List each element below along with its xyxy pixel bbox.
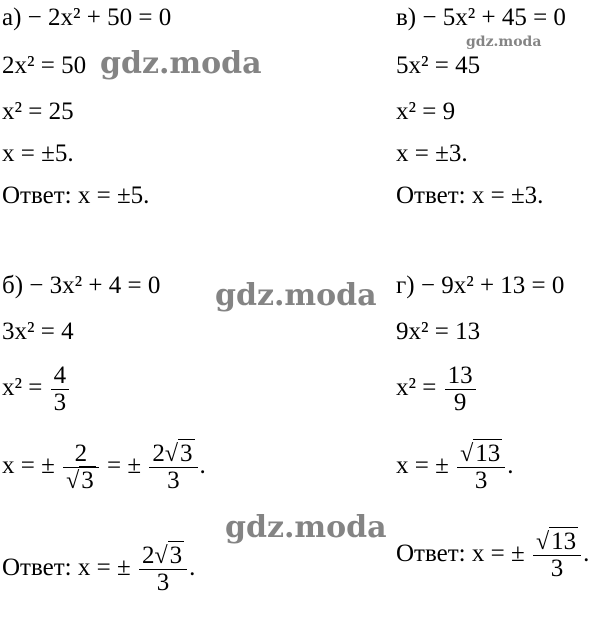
problem-b-answer-num xyxy=(139,543,187,570)
problem-g-answer-lhs: x = ± xyxy=(471,540,525,567)
problem-b-answer-lhs: x = ± xyxy=(77,554,131,581)
problem-a-step1: 2x² = 50 xyxy=(2,52,87,79)
problem-a-label: а) xyxy=(2,4,22,31)
problem-b-step2-den: 3 xyxy=(53,388,67,416)
problem-b-answer xyxy=(2,540,195,596)
problem-g-equation xyxy=(396,272,564,300)
problem-b-step3-end: . xyxy=(199,452,206,479)
problem-v-step1: 5x² = 45 xyxy=(396,52,481,79)
problem-b-step3-frac2-rad: 3 xyxy=(180,439,193,467)
problem-g-answer-num xyxy=(533,529,581,556)
problem-b-step3-frac1-num: 2 xyxy=(63,441,99,468)
problem-v-step2: x² = 9 xyxy=(396,98,456,125)
problem-a-step2: x² = 25 xyxy=(2,98,74,125)
problem-b-step3-frac1-den-rad: 3 xyxy=(81,466,94,494)
problem-g-answer-den: 3 xyxy=(550,554,564,582)
problem-b-step3-fraction2 xyxy=(149,441,197,494)
sqrt-symbol: √3 xyxy=(164,439,193,467)
watermark: gdz.moda xyxy=(215,278,377,313)
problem-g-answer xyxy=(396,526,589,582)
problem-b-step3-frac2-num xyxy=(149,441,197,468)
problem-b-answer-fraction xyxy=(139,543,187,596)
problem-b-step3-mid: = ± xyxy=(107,452,142,479)
problem-g-step3-lhs: x = ± xyxy=(396,452,449,479)
problem-g-step1: 9x² = 13 xyxy=(396,318,481,345)
problem-g-answer-fraction xyxy=(533,529,581,582)
problem-a-equation xyxy=(2,4,171,32)
problem-b-step3-frac2-coef: 2 xyxy=(152,439,165,467)
problem-a-step3: x = ±5. xyxy=(2,140,74,167)
problem-b-answer-label: Ответ: xyxy=(2,554,72,581)
problem-a-answer xyxy=(2,182,149,210)
problem-b-step3-frac2-den: 3 xyxy=(167,466,180,494)
problem-g-step2-num: 13 xyxy=(445,363,476,390)
problem-b-answer-coef: 2 xyxy=(141,541,155,569)
sqrt-symbol: √3 xyxy=(66,466,94,494)
problem-b-eq-text: − 3x² + 4 = 0 xyxy=(29,272,161,299)
problem-g-step2-fraction xyxy=(445,363,476,416)
problem-b-step2-num: 4 xyxy=(51,363,70,390)
problem-g-label: г) xyxy=(396,272,415,299)
problem-b-label: б) xyxy=(2,272,24,299)
problem-a-answer-label: Ответ: xyxy=(2,182,72,209)
problem-g-step3-den: 3 xyxy=(474,466,488,494)
problem-v-answer-label: Ответ: xyxy=(396,182,466,209)
problem-g-step3 xyxy=(396,438,514,494)
problem-b-step3-fraction1 xyxy=(63,441,99,494)
problem-g-step3-fraction xyxy=(457,441,505,494)
problem-g-step3-rad: 13 xyxy=(475,439,501,467)
problem-b-answer-rad: 3 xyxy=(169,541,183,569)
problem-v-step3: x = ±3. xyxy=(396,140,468,167)
problem-b-answer-den: 3 xyxy=(156,568,170,596)
watermark: gdz.moda xyxy=(100,46,262,81)
sqrt-symbol: √3 xyxy=(154,541,183,569)
sqrt-symbol: √13 xyxy=(460,439,501,467)
problem-g-answer-rad: 13 xyxy=(551,527,577,555)
problem-g-step3-end: . xyxy=(507,452,514,479)
problem-g-step3-num xyxy=(457,441,505,468)
sqrt-symbol: √13 xyxy=(535,527,577,555)
problem-g-eq-text: − 9x² + 13 = 0 xyxy=(420,272,565,299)
problem-b-step3 xyxy=(2,438,206,494)
problem-g-step2-den: 9 xyxy=(453,388,467,416)
problem-v-label: в) xyxy=(396,4,417,31)
problem-g-answer-end: . xyxy=(583,540,590,567)
problem-b-step2-fraction xyxy=(51,363,70,416)
problem-v-equation xyxy=(396,4,566,32)
problem-b-step2 xyxy=(2,360,71,416)
problem-v-answer-value: x = ±3. xyxy=(471,182,544,209)
problem-b-step3-lhs: x = ± xyxy=(2,452,55,479)
watermark: gdz.moda xyxy=(225,510,387,545)
problem-b-answer-end: . xyxy=(189,554,196,581)
problem-g-step2-lhs: x² = xyxy=(396,374,437,401)
problem-b-equation xyxy=(2,272,160,300)
problem-v-answer xyxy=(396,182,543,210)
problem-a-answer-value: x = ±5. xyxy=(77,182,150,209)
problem-g-answer-label: Ответ: xyxy=(396,540,466,567)
problem-v-eq-text: − 5x² + 45 = 0 xyxy=(422,4,566,31)
watermark: gdz.moda xyxy=(466,34,542,50)
problem-b-step1: 3x² = 4 xyxy=(2,318,74,345)
problem-a-eq-text: − 2x² + 50 = 0 xyxy=(27,4,172,31)
problem-b-step3-frac1-den xyxy=(63,468,99,494)
problem-g-step2 xyxy=(396,360,478,416)
problem-b-step2-lhs: x² = xyxy=(2,374,43,401)
